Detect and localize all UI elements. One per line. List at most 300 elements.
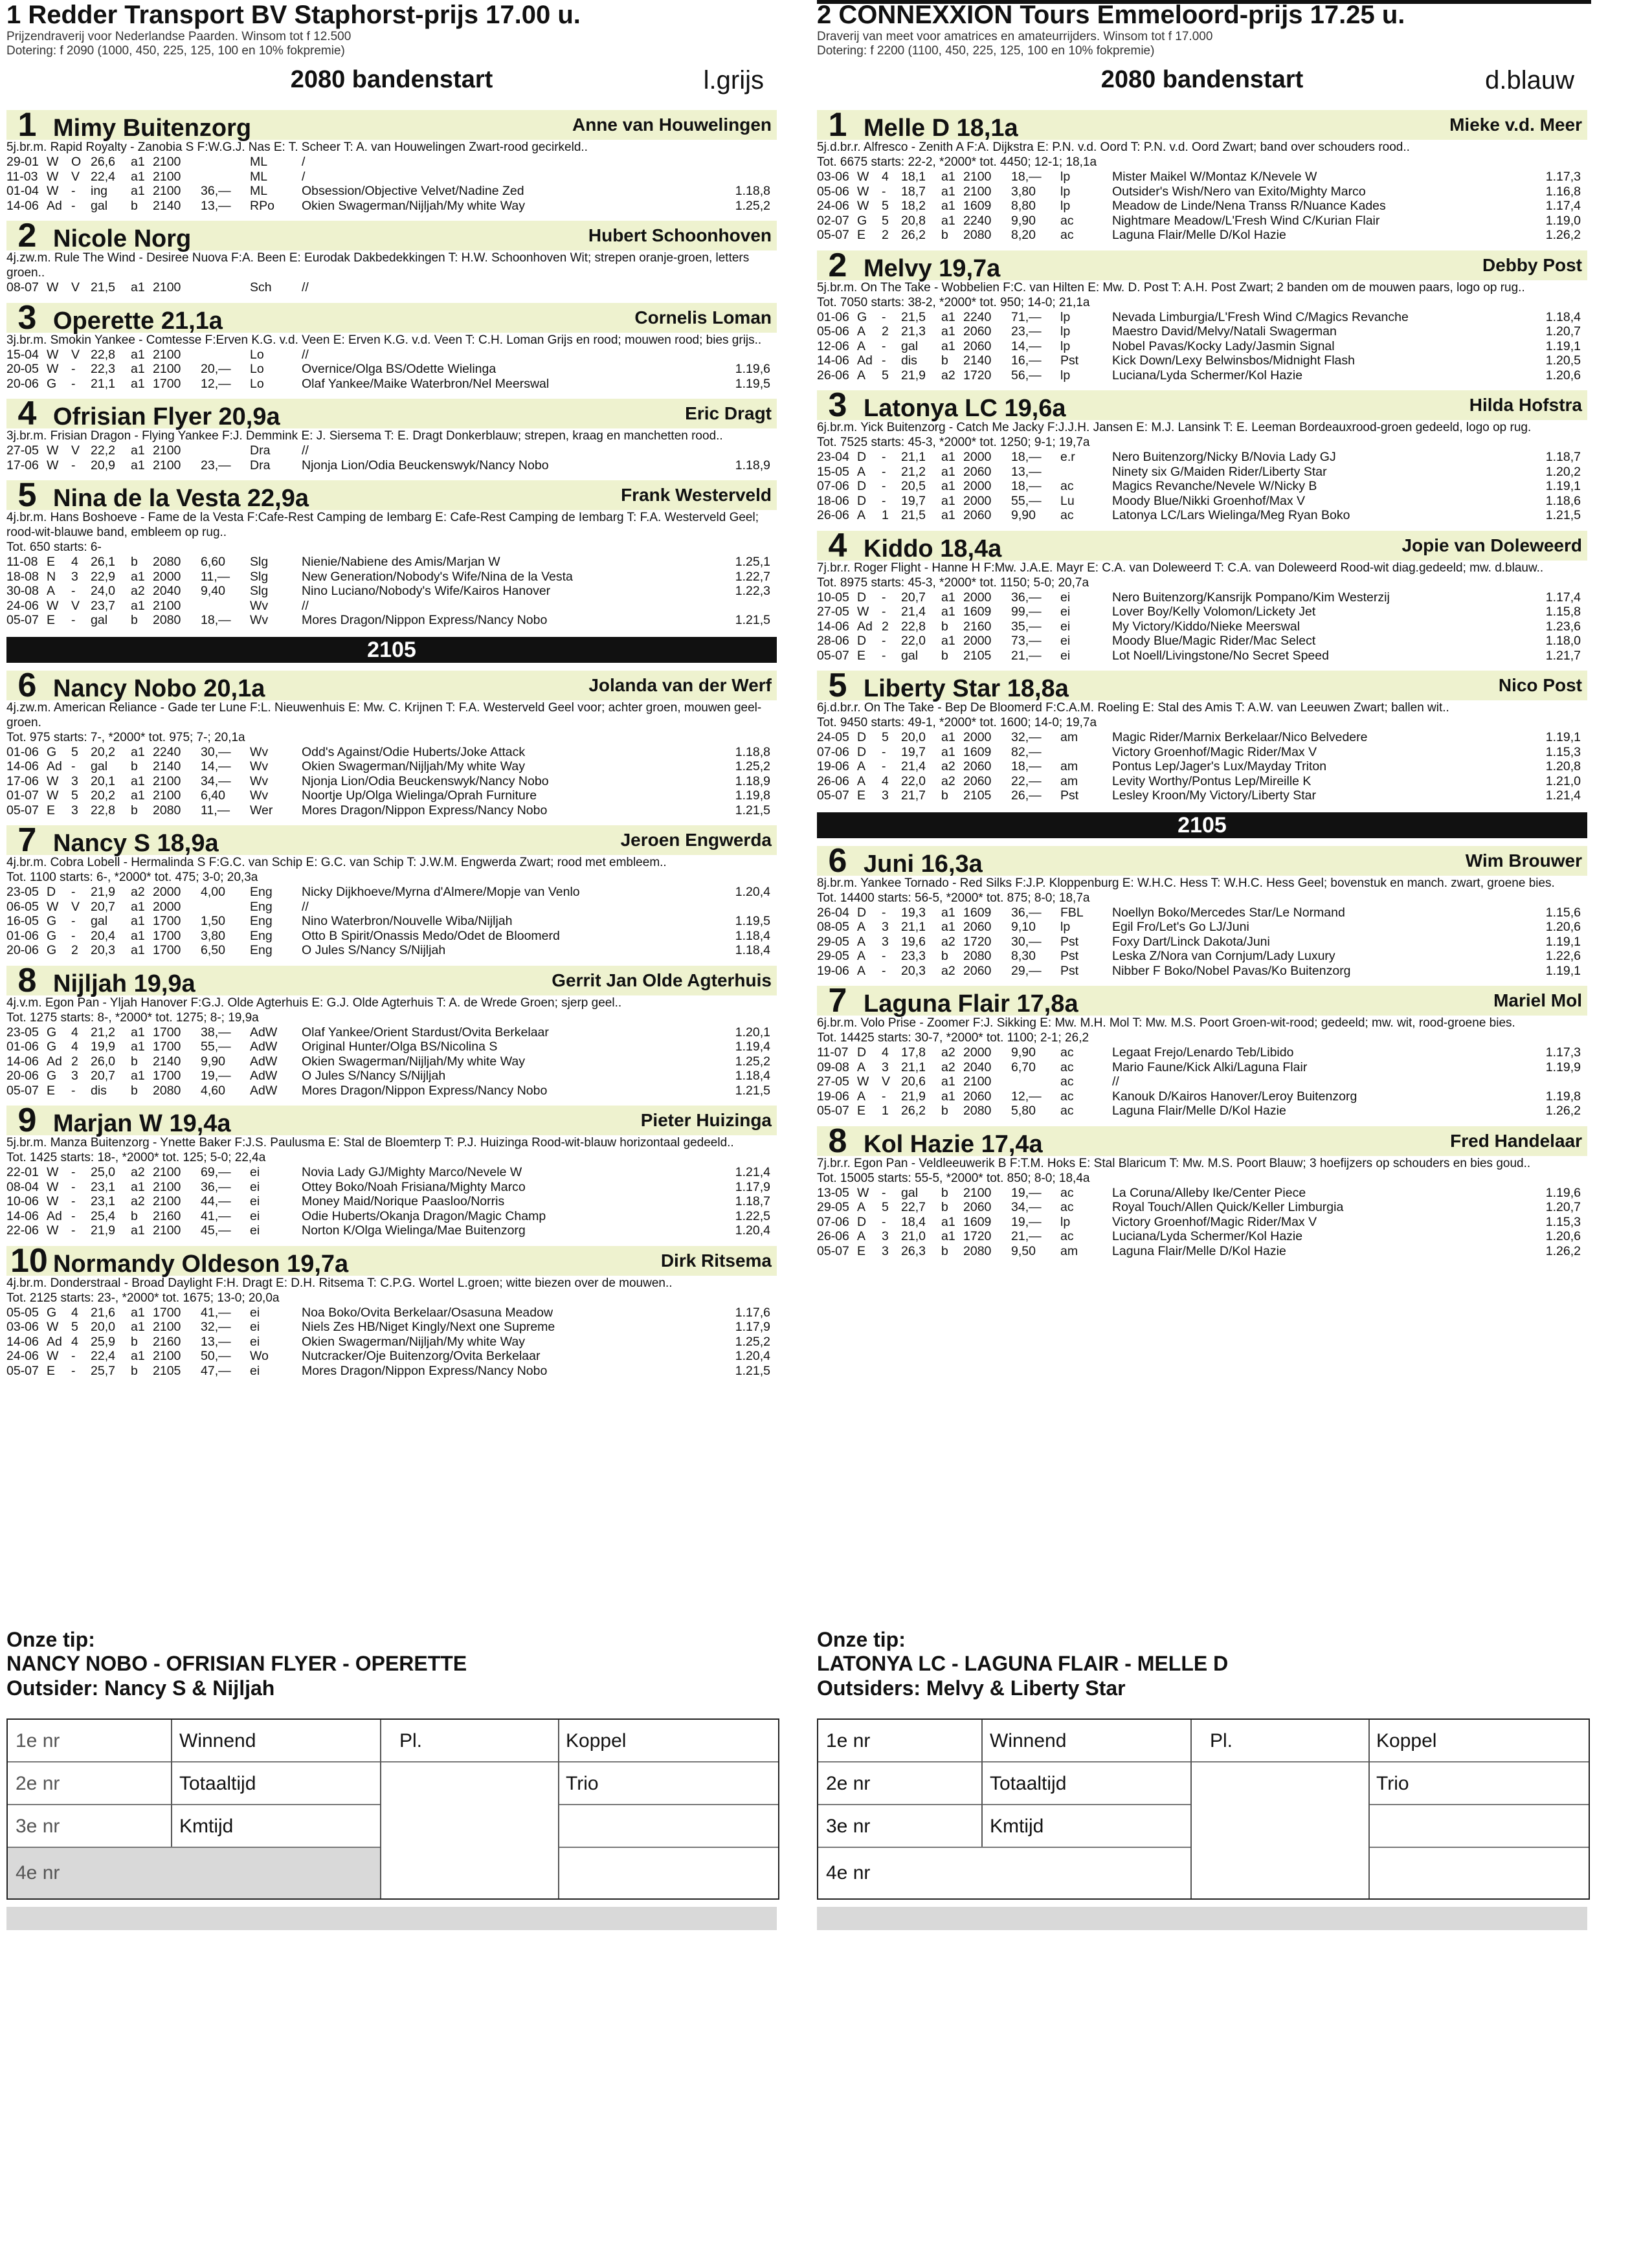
run-cell: 1.21,4 (735, 1165, 770, 1179)
run-cell: 1.19,1 (1545, 730, 1581, 744)
past-runs-table (6, 348, 770, 392)
run-cell: 50,— (201, 1349, 231, 1363)
run-cell: a1 (131, 1305, 145, 1320)
run-cell: Luciana/Lyda Schermer/Kol Hazie (1112, 368, 1303, 383)
run-cell: 14-06 (6, 198, 39, 213)
run-cell (706, 900, 770, 915)
horse-name: Nijljah 19,9a (53, 970, 195, 997)
run-cell: Eng (250, 899, 273, 914)
row-3e-nr: 3e nr (16, 1816, 60, 1837)
outsider-text: Outsiders: Melvy & Liberty Star (817, 1676, 1126, 1700)
run-cell: 25,9 (91, 1334, 115, 1349)
run-cell: 21,5 (901, 508, 926, 522)
run-cell: 2100 (153, 1349, 181, 1363)
run-cell: 21,— (1011, 1229, 1042, 1243)
run-cell: W (857, 184, 869, 199)
run-cell: ei (1060, 605, 1071, 619)
horse-entry (817, 246, 1587, 383)
run-cell: - (71, 1083, 76, 1098)
run-cell: 05-07 (817, 788, 849, 803)
run-cell: V (71, 347, 80, 362)
run-cell: 21,2 (91, 1025, 115, 1040)
horse-number: 9 (17, 1102, 37, 1139)
run-cell: 22-01 (6, 1165, 39, 1179)
run-cell: 12-06 (817, 339, 849, 353)
run-cell: 16-05 (6, 914, 39, 928)
run-cell: am (1060, 759, 1078, 773)
run-cell: ei (1060, 634, 1071, 648)
run-cell: O (71, 155, 82, 169)
run-cell: Slg (250, 569, 269, 584)
run-cell: 20-06 (6, 376, 39, 391)
driver-name: Jopie van Doleweerd (1401, 535, 1582, 555)
run-cell: W (47, 1349, 59, 1363)
run-cell: A (47, 584, 56, 598)
run-cell: 30,— (1011, 934, 1042, 949)
run-cell: 05-06 (817, 184, 849, 199)
run-cell: 1.23,6 (1545, 619, 1581, 634)
driver-name: Anne van Houwelingen (572, 115, 772, 135)
run-cell: 21,0 (901, 1229, 926, 1243)
horse-pedigree: 5j.br.m. On The Take - Wobbelien F:C. van Hilten E: Mw. D. Post T: A.H. Post Zwart; 2 banden om de mouwen paars, logo op rug.. (817, 280, 1525, 295)
run-cell: a1 (941, 339, 955, 353)
horse-pedigree: 4j.zw.m. Rule The Wind - Desiree Nuova F:A. Been E: Eurodak Dakbedekkingen T: H.W. Schoonhoven Wit; strepen oranje-groen, letters groen.. (6, 251, 750, 280)
run-cell: 21,4 (901, 759, 926, 773)
run-cell: G (47, 1025, 57, 1040)
run-cell: 18,— (1011, 450, 1042, 464)
label-trio: Trio (566, 1773, 599, 1794)
horse-header (817, 386, 1587, 424)
run-cell: Legaat Frejo/Lenardo Teb/Libido (1112, 1045, 1294, 1060)
career-totals: Tot. 7525 starts: 45-3, *2000* tot. 1250; 9-1; 19,7a (817, 436, 1090, 449)
run-cell: 23,7 (91, 598, 115, 613)
run-cell: 1.25,1 (735, 555, 770, 569)
run-cell: D (857, 1045, 867, 1060)
run-cell: 20,7 (901, 590, 926, 605)
run-cell: / (302, 169, 306, 184)
run-cell: b (131, 1334, 138, 1349)
run-cell: b (131, 1363, 138, 1378)
run-cell: - (71, 1179, 76, 1194)
horse-number: 8 (828, 1122, 847, 1160)
run-cell: - (882, 634, 886, 648)
run-cell: a1 (131, 928, 145, 943)
run-cell: V (71, 598, 80, 613)
run-cell (1060, 465, 1112, 480)
run-cell: 1700 (153, 1040, 181, 1054)
run-cell: E (857, 788, 866, 803)
tip-block-2 (817, 1628, 1529, 1700)
run-cell: 1.21,5 (735, 1363, 770, 1378)
run-cell: Sch (250, 280, 272, 295)
run-cell: Ninety six G/Maiden Rider/Liberty Star (1112, 464, 1327, 479)
run-cell: 29,— (1011, 963, 1042, 978)
run-cell: a1 (941, 170, 955, 184)
run-row (6, 1364, 770, 1379)
run-cell: 28-06 (817, 634, 849, 648)
run-cell: 2100 (963, 1074, 992, 1089)
horse-entry (817, 1122, 1587, 1259)
run-cell: AdW (250, 1025, 278, 1040)
run-cell: A (857, 368, 866, 383)
run-cell: E (47, 1363, 56, 1378)
run-cell: 1700 (153, 928, 181, 943)
past-runs-table (6, 443, 770, 472)
run-cell: 1.19,5 (735, 376, 770, 391)
horse-name: Operette 21,1a (53, 307, 223, 335)
run-cell: am (1060, 730, 1078, 744)
horse-header (817, 982, 1587, 1019)
run-row (6, 788, 770, 803)
run-cell: // (1112, 1074, 1119, 1089)
run-cell: 20,4 (91, 928, 115, 943)
run-cell: lp (1060, 184, 1071, 199)
run-cell: 13,— (201, 1334, 231, 1349)
run-cell: 20,3 (91, 943, 115, 957)
run-cell: 1.18,4 (1545, 309, 1581, 324)
run-cell: a1 (941, 184, 955, 199)
run-cell: 1700 (153, 914, 181, 928)
run-cell: 9,90 (1011, 1045, 1036, 1060)
label-pl: Pl. (399, 1730, 423, 1751)
run-cell: 2100 (963, 184, 992, 199)
run-cell: b (941, 228, 948, 242)
run-cell: V (882, 1074, 891, 1089)
run-cell: a1 (131, 155, 145, 169)
start-type: 2080 bandenstart (1100, 66, 1304, 93)
run-cell: a1 (131, 1025, 145, 1040)
run-cell: 1609 (963, 605, 992, 619)
run-cell: 1.19,4 (735, 1040, 770, 1054)
run-cell: 1.17,9 (735, 1179, 770, 1194)
run-cell: 4 (882, 1045, 889, 1060)
run-cell: 08-07 (6, 280, 39, 295)
run-cell: 1.17,3 (1545, 170, 1581, 184)
run-cell: 1.20,5 (1545, 353, 1581, 368)
run-cell: 20,8 (901, 213, 926, 228)
run-cell: 22,4 (91, 169, 115, 184)
driver-name: Eric Dragt (685, 403, 772, 423)
run-cell: 1.20,4 (735, 885, 770, 899)
run-cell: 2080 (153, 555, 181, 569)
run-cell: 2080 (153, 613, 181, 627)
run-cell: Obsession/Objective Velvet/Nadine Zed (302, 184, 524, 198)
run-cell: 5 (71, 1320, 78, 1334)
run-cell: 29-05 (817, 949, 849, 963)
run-cell: A (857, 949, 866, 963)
run-cell: Nienie/Nabiene des Amis/Marjan W (302, 555, 500, 569)
driver-name: Debby Post (1482, 254, 1582, 275)
run-cell: dis (91, 1083, 107, 1098)
run-cell: 1.21,5 (735, 1083, 770, 1098)
run-cell: G (857, 213, 867, 228)
run-cell: 21,9 (901, 368, 926, 383)
run-cell: 1609 (963, 1214, 992, 1229)
run-cell: 26-06 (817, 1229, 849, 1243)
run-cell: W (47, 169, 59, 184)
run-cell: 5 (71, 788, 78, 803)
run-cell: 2060 (963, 324, 992, 339)
run-cell: 55,— (201, 1040, 231, 1054)
run-cell: 21,5 (901, 309, 926, 324)
run-cell: 3 (882, 1243, 889, 1258)
run-cell: - (882, 590, 886, 605)
run-cell: a1 (941, 920, 955, 934)
run-cell: 32,— (1011, 730, 1042, 744)
run-cell: W (47, 347, 59, 362)
run-cell: a1 (131, 280, 145, 295)
run-cell: 26,6 (91, 155, 115, 169)
run-cell: 1 (882, 508, 889, 522)
run-cell: 2100 (153, 458, 181, 472)
run-row (817, 479, 1581, 494)
run-cell: 1.20,7 (1545, 1200, 1581, 1214)
row-4e-nr: 4e nr (16, 1862, 60, 1884)
run-cell (1516, 1074, 1581, 1089)
run-cell: 2 (882, 228, 889, 242)
run-cell: Nutcracker/Oje Buitenzorg/Ovita Berkelaar (302, 1349, 541, 1363)
run-cell: - (71, 928, 76, 943)
horse-pedigree: 6j.br.m. Yick Buitenzorg - Catch Me Jacky F:J.J.H. Jansen E: M.J. Lansink T: E. Leeman Bordeauxrood-groen gedeeld, logo op rug. (817, 421, 1532, 434)
run-cell: 2040 (963, 1060, 992, 1074)
run-cell: W (47, 899, 59, 914)
run-cell: Pontus Lep/Jager's Lux/Mayday Triton (1112, 759, 1327, 773)
run-cell: 09-08 (817, 1060, 849, 1074)
run-row (817, 465, 1581, 480)
run-cell: 11,— (201, 803, 230, 817)
run-row (817, 1089, 1581, 1104)
run-cell: 8,20 (1011, 228, 1036, 242)
run-cell: Money Maid/Norique Paasloo/Norris (302, 1194, 505, 1208)
run-cell: 13-05 (817, 1185, 849, 1200)
run-cell: FBL (1060, 905, 1084, 920)
run-cell: 5 (71, 744, 78, 759)
run-cell: 14-06 (6, 1208, 39, 1223)
run-cell: a1 (131, 1069, 145, 1083)
run-cell: E (857, 648, 866, 663)
run-cell: - (882, 648, 886, 663)
run-cell: 05-07 (6, 1083, 39, 1098)
run-cell: A (857, 759, 866, 773)
run-cell: V (71, 280, 80, 295)
run-cell: // (302, 443, 309, 458)
distance-divider: 2105 (817, 812, 1587, 838)
run-row (817, 508, 1581, 523)
run-cell: 20,7 (91, 899, 115, 914)
run-cell: E (47, 803, 56, 817)
run-cell: 2000 (963, 450, 992, 464)
run-cell: 2 (882, 619, 889, 634)
run-row (817, 1045, 1581, 1060)
run-cell: a1 (131, 184, 145, 198)
run-cell: b (941, 619, 948, 634)
run-cell: 22,9 (91, 569, 115, 584)
run-cell: 21,— (1011, 648, 1042, 663)
run-cell: 1.18,4 (735, 928, 770, 943)
run-cell (201, 900, 250, 915)
run-cell: 2000 (153, 899, 181, 914)
run-cell: 2100 (153, 1165, 181, 1179)
run-row (817, 634, 1581, 649)
run-cell: 6,50 (201, 943, 225, 957)
horse-entry (6, 1241, 777, 1379)
run-cell: 22-06 (6, 1223, 39, 1238)
run-cell: Lu (1060, 493, 1075, 508)
run-cell: 2100 (153, 598, 181, 613)
run-cell: W (47, 1194, 59, 1208)
run-cell: a1 (941, 199, 955, 213)
race-title: 2 CONNEXXION Tours Emmeloord-prijs 17.25 u. (817, 1, 1405, 29)
driver-name: Hubert Schoonhoven (588, 225, 772, 245)
run-cell: b (941, 1104, 948, 1118)
run-cell: 1.25,2 (735, 1334, 770, 1349)
run-cell: 1.20,4 (735, 1349, 770, 1363)
run-cell: Lot Noell/Livingstone/No Secret Speed (1112, 648, 1329, 663)
run-cell: - (71, 1363, 76, 1378)
run-cell: 1.16,8 (1545, 184, 1581, 199)
run-cell: ei (250, 1320, 260, 1334)
run-cell: - (882, 339, 886, 353)
run-cell: 2060 (963, 920, 992, 934)
run-cell: lp (1060, 339, 1071, 353)
run-cell: W (47, 155, 59, 169)
past-runs-table (817, 906, 1581, 979)
run-row (6, 555, 770, 570)
run-cell: // (302, 598, 309, 613)
run-cell: 14-06 (817, 619, 849, 634)
horse-entry (817, 667, 1587, 803)
run-cell: 25,4 (91, 1208, 115, 1223)
run-cell: b (131, 1054, 138, 1069)
run-cell: Wv (250, 613, 269, 627)
run-cell: 17-06 (6, 773, 39, 788)
horse-header (817, 106, 1587, 144)
run-cell: 18,— (1011, 170, 1042, 184)
run-cell: Outsider's Wish/Nero van Exito/Mighty Marco (1112, 184, 1366, 199)
run-cell: 44,— (201, 1194, 231, 1208)
run-cell: 1.18,8 (735, 744, 770, 759)
run-cell: 1.18,4 (735, 1069, 770, 1083)
horse-entry (817, 982, 1587, 1118)
run-cell: Wv (250, 759, 269, 773)
run-cell: 05-06 (817, 324, 849, 339)
run-cell: - (71, 458, 76, 472)
run-cell: 05-07 (817, 648, 849, 663)
run-cell: 9,50 (1011, 1243, 1036, 1258)
driver-name: Wim Brouwer (1465, 850, 1582, 871)
run-cell: 26,0 (91, 1054, 115, 1069)
run-cell: Meadow de Linde/Nena Transs R/Nuance Kades (1112, 199, 1386, 213)
run-cell: Pst (1060, 934, 1079, 949)
run-cell: 2080 (963, 228, 992, 242)
run-cell: AdW (250, 1040, 278, 1054)
run-row (817, 214, 1581, 228)
career-totals: Tot. 1425 starts: 18-, *2000* tot. 125; 5-0; 22,4a (6, 1151, 266, 1164)
shade-strip-2 (817, 1907, 1587, 1930)
run-cell: E (47, 555, 56, 569)
horse-pedigree: 3j.br.m. Frisian Dragon - Flying Yankee F:J. Demmink E: J. Siersema T: E. Dragt Donkerblauw; strepen, kraag en manchetten rood.. (6, 429, 723, 443)
run-cell: ei (250, 1194, 260, 1208)
run-cell: 27-05 (817, 605, 849, 619)
run-cell: 2100 (153, 1179, 181, 1194)
run-row (817, 1200, 1581, 1215)
run-cell: - (71, 1349, 76, 1363)
run-cell: 1.15,8 (1545, 605, 1581, 619)
career-totals: Tot. 7050 starts: 38-2, *2000* tot. 950; 14-0; 21,1a (817, 295, 1090, 309)
run-cell: My Victory/Kiddo/Nieke Meerswal (1112, 619, 1300, 634)
run-cell: 5 (882, 199, 889, 213)
run-cell: lp (1060, 199, 1071, 213)
run-cell: Overnice/Olga BS/Odette Wielinga (302, 362, 497, 376)
run-cell: a1 (941, 590, 955, 605)
run-cell (201, 599, 250, 614)
run-cell: 2060 (963, 963, 992, 978)
run-cell: Pst (1060, 949, 1079, 963)
run-row (6, 1040, 770, 1054)
run-cell: W (47, 362, 59, 376)
run-cell: 4,60 (201, 1083, 225, 1098)
run-cell: 1.15,3 (1545, 744, 1581, 759)
run-cell: 18,7 (901, 184, 926, 199)
label-koppel: Koppel (566, 1730, 627, 1751)
program-color: l.grijs (703, 66, 764, 94)
distance-divider: 2105 (6, 637, 777, 663)
run-cell: 3 (71, 803, 78, 817)
run-cell: A (857, 1060, 866, 1074)
run-cell: Noortje Up/Olga Wielinga/Oprah Furniture (302, 788, 537, 803)
run-cell: D (857, 493, 867, 508)
run-cell: Nobel Pavas/Kocky Lady/Jasmin Signal (1112, 339, 1335, 353)
run-cell: Ad (47, 759, 62, 773)
label-kmtijd: Kmtijd (990, 1816, 1044, 1837)
horse-number: 1 (17, 106, 37, 144)
run-row (6, 1165, 770, 1180)
run-cell: a1 (941, 1089, 955, 1104)
run-cell: Mores Dragon/Nippon Express/Nancy Nobo (302, 613, 548, 627)
shade-strip-1 (6, 1907, 777, 1930)
run-cell: 26-04 (817, 905, 849, 920)
run-cell: Mister Maikel W/Montaz K/Nevele W (1112, 170, 1317, 184)
run-row (817, 324, 1581, 339)
run-cell: 18-08 (6, 569, 39, 584)
run-cell: 1.18,7 (735, 1194, 770, 1208)
run-cell: 4,00 (201, 885, 225, 899)
run-cell: 2000 (963, 590, 992, 605)
run-cell: Odie Huberts/Okanja Dragon/Magic Champ (302, 1208, 546, 1223)
run-row (817, 619, 1581, 634)
run-cell: 21,7 (901, 788, 926, 803)
run-cell: 1.19,6 (735, 362, 770, 376)
run-cell: 08-04 (6, 1179, 39, 1194)
run-cell: a1 (941, 730, 955, 744)
horse-name: Latonya LC 19,6a (864, 395, 1066, 422)
run-cell: AdW (250, 1069, 278, 1083)
run-cell: 21,1 (91, 376, 115, 391)
run-cell: 21,9 (91, 1223, 115, 1238)
run-cell: a1 (941, 508, 955, 522)
run-cell: a2 (941, 963, 955, 978)
run-cell: 20,5 (901, 479, 926, 493)
run-cell: 1.26,2 (1545, 1104, 1581, 1118)
run-row (6, 1180, 770, 1195)
run-cell: 3 (882, 1229, 889, 1243)
run-cell: - (71, 584, 76, 598)
career-totals: Tot. 8975 starts: 45-3, *2000* tot. 1150; 5-0; 20,7a (817, 575, 1089, 590)
run-cell: 1.26,2 (1545, 1243, 1581, 1258)
run-cell: 1.17,6 (735, 1305, 770, 1320)
run-cell: 45,— (201, 1223, 231, 1238)
run-cell: Foxy Dart/Linck Dakota/Juni (1112, 934, 1270, 949)
